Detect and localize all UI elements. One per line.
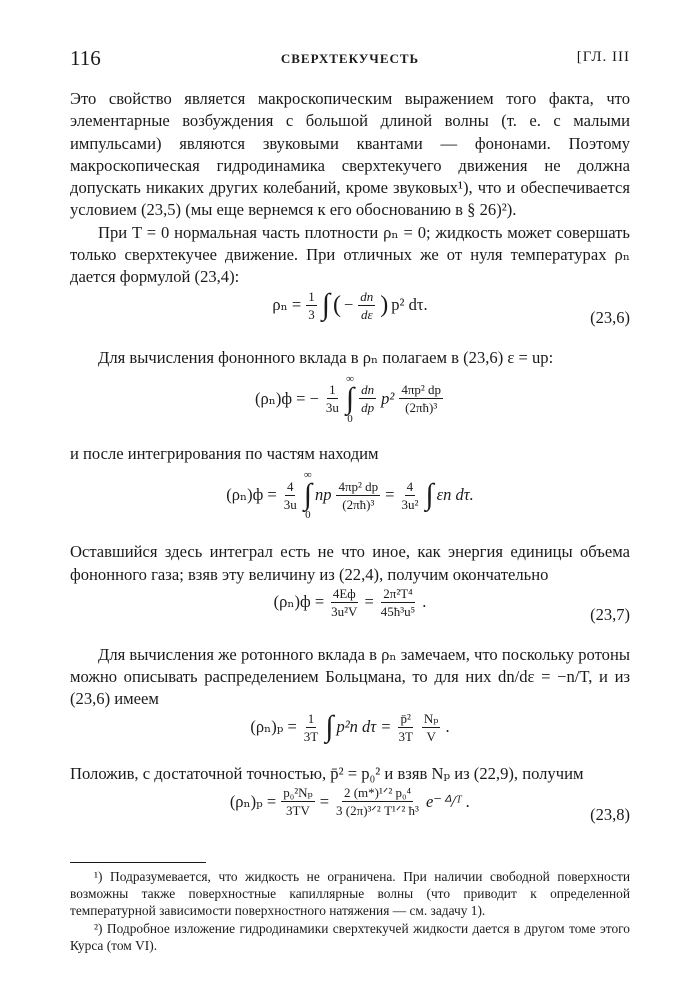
- eq1-lhs: ρₙ =: [272, 295, 302, 315]
- footnote-divider: [70, 862, 206, 863]
- eq3-fraction-3: $\frac{4}{\text{3u²}}$: [401, 478, 419, 512]
- eq5-tail: .: [445, 717, 450, 737]
- equation-23-7: [70, 586, 630, 644]
- eq4-tail: .: [422, 592, 427, 612]
- eq2-fraction-3: 4πp² dp (2πħ)³: [401, 382, 442, 416]
- minus-sign: −: [343, 295, 354, 315]
- eq6-fraction-1: $\frac{\text{p₀²Nₚ}}{3TV}$: [283, 785, 313, 819]
- equation-number: (23,7): [590, 604, 630, 624]
- equation-phonon-1: [70, 373, 630, 443]
- eq1-fraction-third: $\frac{1}{3}$: [308, 288, 315, 322]
- eq1-fraction-dn-de: $\frac{dn}{d\varepsilon}$: [360, 288, 374, 322]
- running-title: СВЕРХТЕКУЧЕСТЬ: [280, 51, 420, 66]
- eq2-integral: ∞ ∫ 0: [345, 372, 355, 425]
- eq6-fraction-2: 2 (m*)¹ᐟ² p₀⁴ 3 (2π)³ᐟ² T¹ᐟ² ħ³: [336, 785, 419, 819]
- eq4-fraction-1: 4Eф 3u²V: [331, 585, 358, 619]
- eq6-lhs: (ρₙ)ₚ =: [229, 791, 277, 811]
- eq5-fraction-2: $\frac{\text{p̄²}}{3T}$: [398, 710, 413, 744]
- equation-number: (23,6): [590, 307, 630, 327]
- page-header: [70, 46, 630, 76]
- footnote-1: ¹) Подразумевается, что жидкость не ограничена. При наличии свободной поверхности возможны также поверхностные капиллярные волны (что приводит к определенной температурной зависимости поверхностного натяжения — см. задачу 1).: [70, 869, 630, 919]
- page-number: 116: [70, 46, 101, 70]
- eq3-integral: ∞ ∫ 0: [303, 469, 312, 522]
- equation-number: (23,8): [590, 805, 630, 825]
- eq3-equals: =: [385, 485, 395, 505]
- paragraph-4: и после интегрирования по частям находим: [70, 443, 379, 463]
- eq6-tail: e⁻ᐞ/ᵀ .: [425, 791, 471, 811]
- page-body: [70, 88, 630, 845]
- equation-23-8: [70, 785, 630, 845]
- eq3-tail: εn dτ.: [436, 485, 474, 505]
- paren-close: ): [380, 291, 389, 318]
- eq4-equals: =: [364, 592, 374, 612]
- eq2-mid: p²: [381, 388, 395, 408]
- integral-sign: ∫: [321, 288, 330, 322]
- paren-open: (: [332, 291, 341, 318]
- eq2-fraction-2: dn dp: [361, 382, 375, 416]
- paragraph-6: Для вычисления же ротонного вклада в ρₙ замечаем, что поскольку ротоны можно описывать распределением Больцмана, то для них dn/dε = −n/T, и из (23,6) имеем: [70, 644, 630, 709]
- equation-roton-1: [70, 711, 630, 763]
- integral-sign: ∫: [425, 478, 434, 512]
- eq2-lhs: (ρₙ)ф = −: [254, 388, 319, 408]
- paragraph-1: Это свойство является макроскопическим выражением того факта, что элементарные возбуждения с большой длиной волны (т. е. с малыми импульсами) являются звуковыми квантами — фононами. Поэтому макроскопическая гидродинамика сверхтекучего движения не должна допускать никаких других колебаний, кроме звуковых¹), что и обеспечивается условием (23,5) (мы еще вернемся к его обоснованию в § 26)²).: [70, 89, 630, 220]
- paragraph-7: Положив, с достаточной точностью, p̄² = p₀² и взяв Nₚ из (22,9), получим: [70, 763, 584, 783]
- footnote-2: ²) Подробное изложение гидродинамики сверхтекучей жидкости дается в другом томе этого Курса (том VI).: [70, 920, 630, 953]
- eq3-lhs: (ρₙ)ф =: [226, 485, 277, 505]
- eq2-fraction-1: $\frac{1}{3u}$: [325, 382, 339, 416]
- integral-sign: ∫: [325, 710, 334, 744]
- equation-23-6: [70, 289, 630, 347]
- eq5-mid: p²n dτ =: [336, 717, 392, 737]
- eq3-fraction-2: $\frac{\text{4πp² dp}}{\text{(2πħ)³}}$: [338, 478, 379, 512]
- eq6-equals: =: [319, 791, 330, 811]
- eq5-fraction-3: Nₚ V: [423, 710, 439, 744]
- eq4-lhs: (ρₙ)ф =: [273, 592, 325, 612]
- eq3-fraction-1: $\frac{4}{3u}$: [283, 478, 297, 512]
- paragraph-2: При T = 0 нормальная часть плотности ρₙ = 0; жидкость может совершать только сверхтекучее движение. При отличных же от нуля температурах ρₙ дается формулой (23,4):: [70, 222, 630, 287]
- eq3-mid: np: [314, 485, 332, 505]
- chapter-label: [ГЛ. III: [576, 49, 630, 65]
- paragraph-5: Оставшийся здесь интеграл есть не что иное, как энергия единицы объема фононного газа; взяв эту величину из (22,4), получим окончательно: [70, 542, 630, 584]
- eq1-tail: p² dτ.: [391, 295, 428, 315]
- eq4-fraction-2: $\frac{\text{2π²T⁴}}{\text{45ħ³u⁵}}$: [380, 585, 416, 619]
- eq5-fraction-1: $\frac{1}{3T}$: [303, 710, 319, 744]
- equation-phonon-2: [70, 469, 630, 541]
- footnotes: [70, 868, 630, 954]
- paragraph-3: Для вычисления фононного вклада в ρₙ полагаем в (23,6) ε = up:: [98, 347, 554, 367]
- eq5-lhs: (ρₙ)ₚ =: [250, 717, 297, 737]
